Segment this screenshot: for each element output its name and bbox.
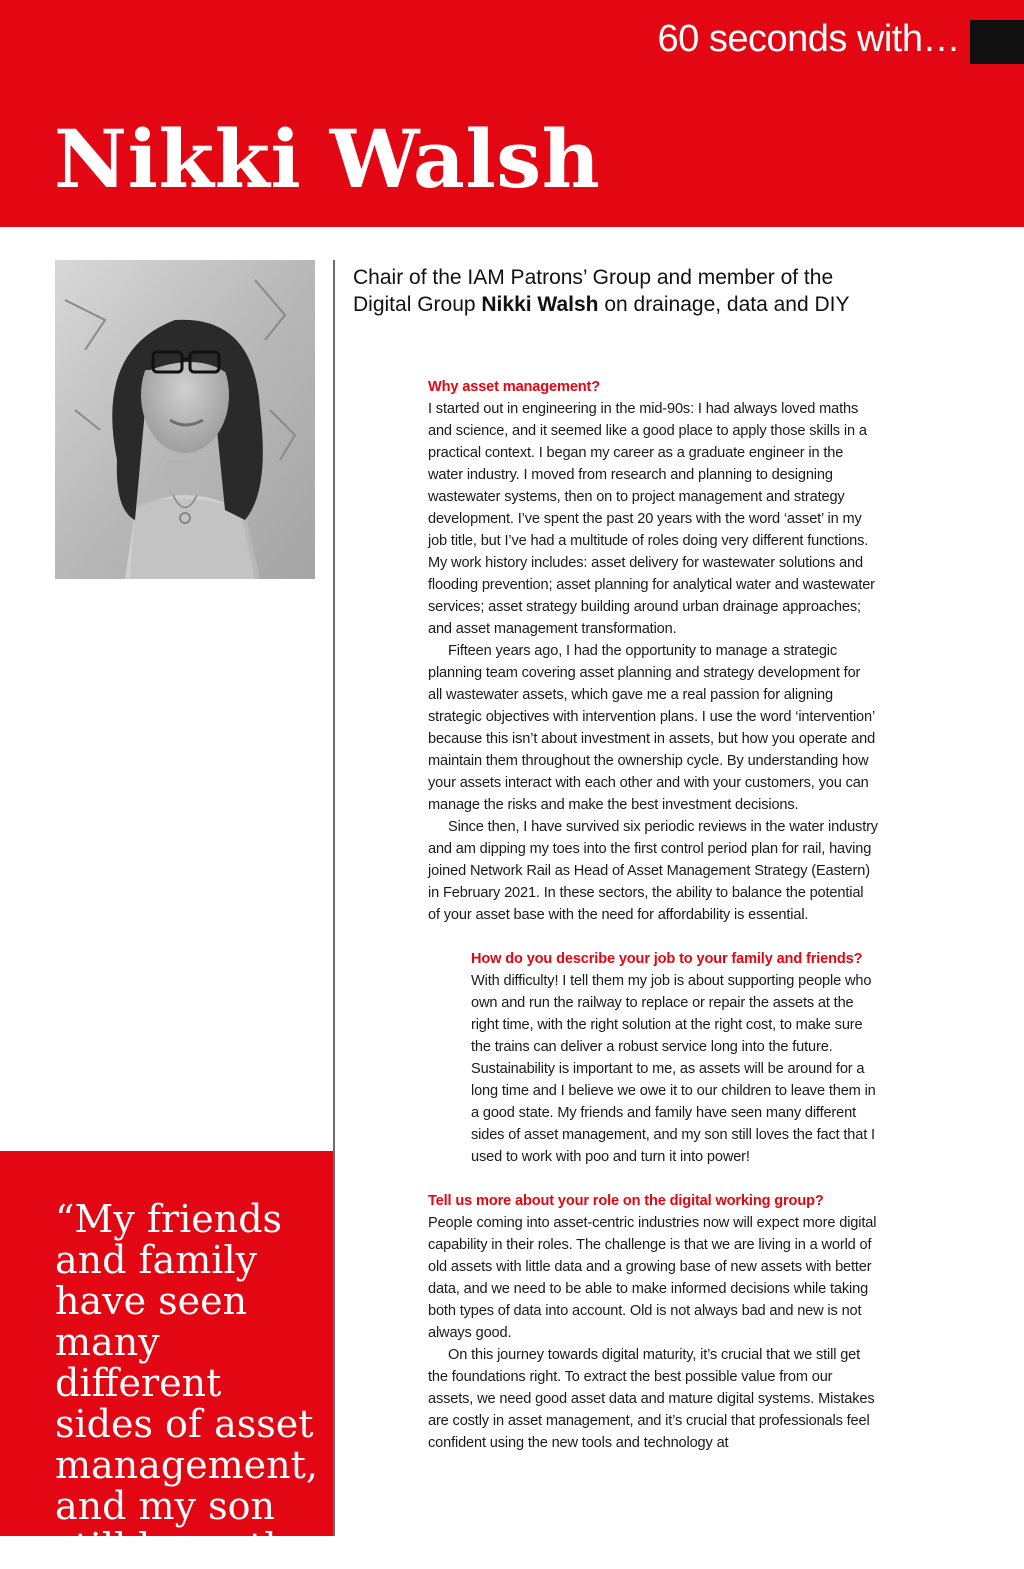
standfirst [353,264,873,318]
pull-quote-text: “My friends and family have seen many different sides of asset management, and my son still loves the [55,1197,318,1569]
paragraph: Fifteen years ago, I had the opportunity to manage a strategic planning team covering asset planning and strategy development for all wastewater assets, which gave me a real passion for aligning strategic objectives with intervention plans. I use the word ‘intervention’ because this isn’t about investment in assets, but how you operate and maintain them throughout the ownership cycle. By understanding how your assets interact with each other and with your customers, you can manage the risks and make the best investment decisions. [428,643,876,813]
portrait-image [55,260,315,579]
title-banner [0,0,1024,227]
section-heading: How do you describe your job to your family and friends? [471,951,863,967]
paragraph: I started out in engineering in the mid-90s: I had always loved maths and science, and it seemed like a good place to apply those skills in a practical context. I began my career as a graduate engineer in the water industry. I moved from research and planning to designing wastewater systems, then on to project management and strategy development. I’ve spent the past 20 years with the word ‘asset’ in my job title, but I’ve had a multitude of roles doing very different functions. My work history includes: asset delivery for wastewater solutions and flooding prevention; asset planning for analytical water and wastewater services; asset strategy building around urban drainage approaches; and asset management transformation. [428,401,875,637]
article-body [428,376,878,1476]
section-3 [428,1190,878,1454]
section-heading: Why asset management? [428,379,601,395]
section-2 [471,948,878,1168]
column-divider [333,260,335,1536]
section-heading: Tell us more about your role on the digital working group? [428,1193,824,1209]
paragraph: People coming into asset-centric industries now will expect more digital capability in their roles. The challenge is that we are living in a world of old assets with little data and a growing base of new assets with better data, and we need to be able to make informed decisions while taking both types of data into account. Old is not always bad and new is not always good. [428,1215,877,1341]
portrait-photo [55,260,315,579]
paragraph: Since then, I have survived six periodic reviews in the water industry and am dipping my toes into the first control period plan for rail, having joined Network Rail as Head of Asset Management Strategy (Eastern) in February 2021. In these sectors, the ability to balance the potential of your asset base with the need for affordability is essential. [428,819,878,923]
paragraph: On this journey towards digital maturity, it’s crucial that we still get the foundations right. To extract the best possible value from our assets, we need good asset data and mature digital systems. Mistakes are costly in asset management, and it’s crucial that professionals feel confident using the new tools and technology at [428,1347,875,1451]
paragraph: With difficulty! I tell them my job is about supporting people who own and run the railway to replace or repair the assets at the right time, with the right solution at the right cost, to make sure the trains can deliver a robust service long into the future. Sustainability is important to me, as assets will be around for a long time and I believe we owe it to our children to leave them in a good state. My friends and family have seen many different sides of asset management, and my son still loves the fact that I used to work with poo and turn it into power! [471,973,876,1165]
section-1 [428,376,878,926]
page-title: Nikki Walsh [54,112,601,206]
pull-quote [0,1151,333,1569]
standfirst-text: Chair of the IAM Patrons’ Group and member of the Digital Group [353,266,834,316]
series-title: 60 seconds with… [657,18,960,60]
standfirst-name: Nikki Walsh [481,293,599,316]
standfirst-text-end: on drainage, data and DIY [598,293,850,316]
corner-tab [970,20,1024,64]
